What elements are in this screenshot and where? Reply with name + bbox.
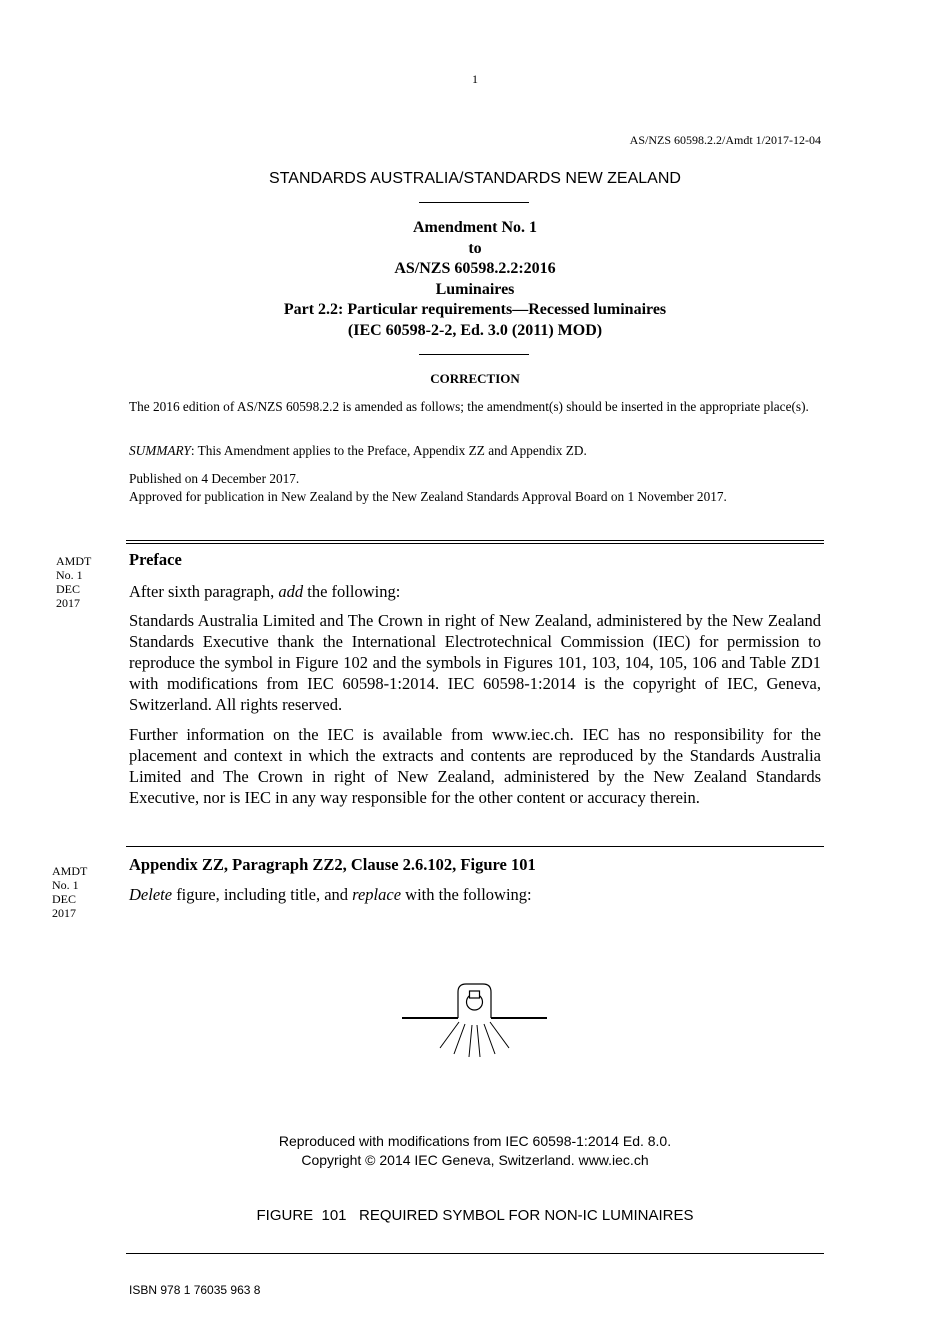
margin-note-line: No. 1 (52, 878, 79, 892)
correction-intro: The 2016 edition of AS/NZS 60598.2.2 is amended as follows; the amendment(s) should be inserted in the appropriate place(s). (129, 399, 809, 414)
margin-note-line: DEC (52, 892, 76, 906)
margin-note-line: No. 1 (56, 568, 83, 582)
appendix-instruction (129, 884, 821, 905)
preface-paragraph-2: Further information on the IEC is available from www.iec.ch. IEC has no responsibility for the placement and context in which the extracts and contents are reproduced by the Standards Australia Limited and The Crown in right of New Zealand, administered by the New Zealand Standards Executive, nor is IEC in any way responsible for the other content or accuracy therein. (129, 725, 821, 807)
margin-note-line: 2017 (56, 596, 80, 610)
margin-note-line: AMDT (56, 554, 92, 568)
title-line-2: to (468, 239, 482, 257)
margin-note-line: AMDT (52, 864, 88, 878)
instruction-verb: add (278, 582, 304, 601)
non-ic-luminaire-symbol (400, 980, 550, 1060)
published-date: Published on 4 December 2017. (129, 471, 300, 486)
title-line-1: Amendment No. 1 (413, 219, 537, 236)
summary (129, 442, 821, 460)
title-line-5: Part 2.2: Particular requirements—Recessed luminaires (283, 301, 667, 319)
figure-credit-line: Reproduced with modifications from IEC 60598-1:2014 Ed. 8.0. (278, 1133, 672, 1149)
summary-text: : This Amendment applies to the Preface, Appendix ZZ and Appendix ZD. (190, 443, 587, 458)
footer-rule (126, 1253, 824, 1254)
organization-title: STANDARDS AUSTRALIA/STANDARDS NEW ZEALAND (269, 170, 681, 187)
instruction-verb: Delete (129, 885, 173, 904)
appendix-heading: Appendix ZZ, Paragraph ZZ2, Clause 2.6.102, Figure 101 (129, 855, 536, 874)
preface-paragraph-1: Standards Australia Limited and The Crown in right of New Zealand, administered by the New Zealand Standards Executive thank the International Electrotechnical Commission (IEC) for permission to reproduce the symbol in Figure 102 and the symbols in Figures 101, 103, 104, 105, 106 and Table ZD1 with modifications from IEC 60598-1:2014. IEC 60598-1:2014 is the copyright of IEC, Geneva, Switzerland. All rights reserved. (129, 611, 821, 714)
correction-heading: CORRECTION (430, 371, 520, 386)
document-reference: AS/NZS 60598.2.2/Amdt 1/2017-12-04 (629, 133, 821, 147)
summary-label: SUMMARY (129, 443, 191, 458)
instruction-verb: replace (352, 885, 402, 904)
instruction-text: with the following: (401, 885, 532, 904)
title-divider-bottom (419, 354, 529, 355)
preface-instruction (129, 581, 821, 602)
title-line-3: AS/NZS 60598.2.2:2016 (394, 260, 556, 278)
isbn: ISBN 978 1 76035 963 8 (129, 1283, 261, 1297)
instruction-text: After sixth paragraph, (129, 582, 279, 601)
instruction-text: the following: (303, 582, 401, 601)
title-line-4: Luminaires (435, 280, 515, 298)
instruction-text: figure, including title, and (172, 885, 353, 904)
margin-note-line: DEC (56, 582, 80, 596)
section-double-rule-bottom (126, 543, 824, 544)
figure-caption: FIGURE 101 REQUIRED SYMBOL FOR NON-IC LUMINAIRES (256, 1207, 694, 1224)
title-line-6: (IEC 60598-2-2, Ed. 3.0 (2011) MOD) (347, 321, 603, 339)
approval-note: Approved for publication in New Zealand by the New Zealand Standards Approval Board on 1 November 2017. (129, 488, 727, 504)
title-divider-top (419, 202, 529, 203)
section-double-rule-top (126, 540, 824, 541)
amendment-title (0, 218, 950, 342)
margin-note-line: 2017 (52, 906, 76, 920)
figure-credit (0, 1132, 950, 1170)
page-number: 1 (472, 72, 478, 86)
amendment-margin-note (52, 864, 102, 920)
preface-heading: Preface (129, 550, 182, 569)
amendment-margin-note (56, 554, 106, 610)
figure-credit-line: Copyright © 2014 IEC Geneva, Switzerland. www.iec.ch (301, 1152, 649, 1168)
section-rule (126, 846, 824, 847)
